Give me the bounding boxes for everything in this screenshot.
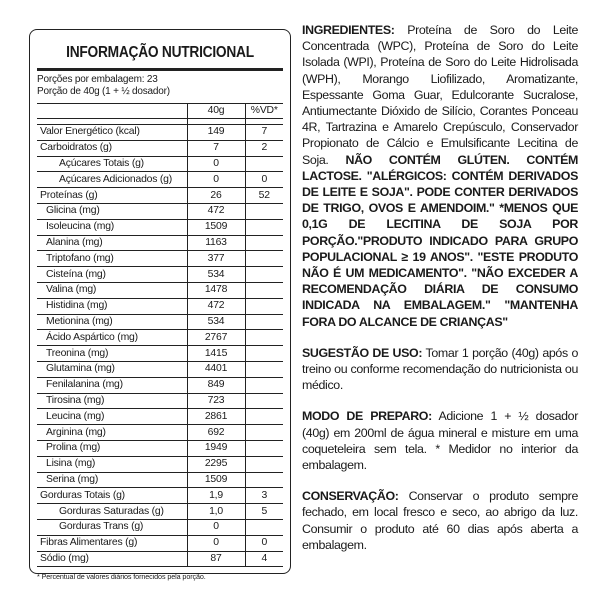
nutrient-amount: 692 — [187, 425, 245, 441]
table-row — [37, 535, 283, 551]
table-row — [37, 361, 283, 377]
nutrient-amount: 0 — [187, 519, 245, 535]
table-row — [37, 267, 283, 283]
table-row — [37, 140, 283, 156]
nutrition-table — [37, 103, 283, 567]
table-row — [37, 125, 283, 141]
nutrition-title: INFORMAÇÃO NUTRICIONAL — [66, 44, 254, 61]
table-row — [37, 504, 283, 520]
nutrient-amount: 7 — [187, 140, 245, 156]
ingredients-text: Proteína de Soro do Leite Concentrada (WPC), Proteína de Soro do Leite Isolada (WPI), Proteína de Soro do Leite Hidrolisada (WPH), Morango Liofilizado, Aromatizante, Espessante Goma Guar, Edulcorante Sucralose, Antiumectante Dióxido de Silício, Corantes Ponceau 4R, Tartrazina e Amarelo Crepúsculo, Conservador Propionato de Cálcio e Emulsificante Lecitina de Soja. — [302, 23, 578, 167]
nutrient-name: Gorduras Saturadas (g) — [37, 504, 187, 520]
nutrient-name: Leucina (mg) — [37, 409, 187, 425]
portion-info — [37, 71, 283, 103]
nutrition-table-body — [37, 125, 283, 567]
nutrient-vd — [245, 298, 283, 314]
nutrient-vd — [245, 267, 283, 283]
nutrient-name: Valina (mg) — [37, 282, 187, 298]
nutrient-vd — [245, 346, 283, 362]
nutrient-name: Gorduras Totais (g) — [37, 488, 187, 504]
header-blank-cell — [37, 104, 187, 119]
nutrient-name: Treonina (mg) — [37, 346, 187, 362]
nutrition-facts-panel — [29, 29, 291, 582]
nutrient-name: Gorduras Trans (g) — [37, 519, 187, 535]
nutrient-vd: 52 — [245, 188, 283, 204]
table-row — [37, 156, 283, 172]
nutrient-amount: 4401 — [187, 361, 245, 377]
nutrient-vd — [245, 456, 283, 472]
nutrient-vd — [245, 203, 283, 219]
nutrient-amount: 2861 — [187, 409, 245, 425]
ingredients-paragraph — [302, 22, 578, 330]
nutrient-vd: 2 — [245, 140, 283, 156]
nutrient-vd: 0 — [245, 172, 283, 188]
nutrient-amount: 0 — [187, 172, 245, 188]
nutrient-amount: 1,9 — [187, 488, 245, 504]
nutrient-amount: 534 — [187, 267, 245, 283]
nutrient-amount: 0 — [187, 156, 245, 172]
nutrient-vd — [245, 440, 283, 456]
nutrient-name: Glicina (mg) — [37, 203, 187, 219]
table-row — [37, 188, 283, 204]
nutrient-name: Metionina (mg) — [37, 314, 187, 330]
table-row — [37, 251, 283, 267]
table-row — [37, 203, 283, 219]
nutrient-amount: 26 — [187, 188, 245, 204]
nutrient-name: Valor Energético (kcal) — [37, 125, 187, 141]
table-row — [37, 519, 283, 535]
nutrient-vd — [245, 235, 283, 251]
nutrient-vd — [245, 361, 283, 377]
nutrient-name: Fenilalanina (mg) — [37, 377, 187, 393]
nutrient-amount: 1949 — [187, 440, 245, 456]
nutrient-amount: 472 — [187, 298, 245, 314]
header-vd: %VD* — [245, 104, 283, 119]
nutrient-amount: 1415 — [187, 346, 245, 362]
nutrient-amount: 87 — [187, 551, 245, 567]
nutrient-vd: 0 — [245, 535, 283, 551]
header-amount: 40g — [187, 104, 245, 119]
nutrient-vd: 7 — [245, 125, 283, 141]
nutrient-amount: 2295 — [187, 456, 245, 472]
nutrient-name: Glutamina (mg) — [37, 361, 187, 377]
table-row — [37, 456, 283, 472]
nutrient-amount: 1509 — [187, 219, 245, 235]
table-row — [37, 377, 283, 393]
table-row — [37, 330, 283, 346]
preparation-label: MODO DE PREPARO: — [302, 409, 432, 424]
table-row — [37, 235, 283, 251]
nutrient-amount: 472 — [187, 203, 245, 219]
table-row — [37, 298, 283, 314]
nutrient-vd — [245, 314, 283, 330]
nutrient-vd — [245, 519, 283, 535]
nutrient-amount: 1478 — [187, 282, 245, 298]
nutrient-amount: 1163 — [187, 235, 245, 251]
nutrient-vd — [245, 330, 283, 346]
nutrient-name: Triptofano (mg) — [37, 251, 187, 267]
table-header-row — [37, 104, 283, 119]
table-row — [37, 551, 283, 567]
nutrient-vd: 5 — [245, 504, 283, 520]
table-row — [37, 409, 283, 425]
nutrient-vd — [245, 393, 283, 409]
nutrient-name: Carboidratos (g) — [37, 140, 187, 156]
nutrient-amount: 0 — [187, 535, 245, 551]
nutrient-name: Açúcares Totais (g) — [37, 156, 187, 172]
nutrient-vd — [245, 251, 283, 267]
nutrient-vd: 4 — [245, 551, 283, 567]
suggestion-text: Tomar 1 porção (40g) após o treino ou conforme recomendação do nutricionista ou médico. — [302, 345, 578, 393]
nutrient-name: Serina (mg) — [37, 472, 187, 488]
nutrient-amount: 849 — [187, 377, 245, 393]
nutrient-name: Sódio (mg) — [37, 551, 187, 567]
table-row — [37, 314, 283, 330]
suggestion-paragraph — [302, 345, 578, 394]
table-row — [37, 346, 283, 362]
table-row — [37, 472, 283, 488]
preparation-text: Adicione 1 + ½ dosador (40g) em 200ml de água mineral e misture em uma coqueteleira sem tela. * Medidor no interior da embalagem. — [302, 409, 578, 473]
nutrient-amount: 723 — [187, 393, 245, 409]
portion-size: Porção de 40g (1 + ½ dosador) — [37, 85, 170, 97]
nutrient-name: Proteínas (g) — [37, 188, 187, 204]
nutrient-vd — [245, 472, 283, 488]
conservation-label: CONSERVAÇÃO: — [302, 489, 399, 504]
table-row — [37, 219, 283, 235]
nutrient-amount: 1,0 — [187, 504, 245, 520]
nutrient-name: Prolina (mg) — [37, 440, 187, 456]
table-row — [37, 425, 283, 441]
table-row — [37, 488, 283, 504]
nutrient-amount: 2767 — [187, 330, 245, 346]
ingredients-label: INGREDIENTES: — [302, 23, 395, 37]
nutrient-vd — [245, 156, 283, 172]
conservation-text: Conservar o produto sempre fechado, em local fresco e seco, ao abrigo da luz. Consumir o produto até 60 dias após aberta a embalagem. — [302, 489, 578, 552]
table-row — [37, 393, 283, 409]
nutrient-name: Açúcares Adicionados (g) — [37, 172, 187, 188]
nutrient-vd: 3 — [245, 488, 283, 504]
portions-per-package: Porções por embalagem: 23 — [37, 74, 158, 85]
nutrient-amount: 377 — [187, 251, 245, 267]
nutrient-name: Tirosina (mg) — [37, 393, 187, 409]
nutrient-name: Arginina (mg) — [37, 425, 187, 441]
nutrient-vd — [245, 377, 283, 393]
nutrient-name: Lisina (mg) — [37, 456, 187, 472]
nutrient-name: Histidina (mg) — [37, 298, 187, 314]
nutrient-amount: 534 — [187, 314, 245, 330]
footnote: * Percentual de valores diários fornecidos pela porção. — [37, 572, 206, 582]
nutrient-vd — [245, 219, 283, 235]
nutrient-vd — [245, 409, 283, 425]
nutrient-vd — [245, 425, 283, 441]
table-row — [37, 282, 283, 298]
nutrient-name: Fibras Alimentares (g) — [37, 535, 187, 551]
preparation-paragraph — [302, 408, 578, 473]
suggestion-label: SUGESTÃO DE USO: — [302, 345, 423, 360]
nutrient-amount: 1509 — [187, 472, 245, 488]
allergen-warnings: NÃO CONTÉM GLÚTEN. CONTÉM LACTOSE. "ALÉRGICOS: CONTÉM DERIVADOS DE LEITE E SOJA". PODE CONTER DERIVADOS DE TRIGO, OVOS E AMENDOIM." *MENOS QUE 0,1G DE LECITINA DE SOJA POR PORÇÃO."PRODUTO INDICADO PARA GRUPO POPULACIONAL ≥ 19 ANOS". "ESTE PRODUTO NÃO É UM MEDICAMENTO". "NÃO EXCEDER A RECOMENDAÇÃO DIÁRIA DE CONSUMO INDICADA NA EMBALAGEM." "MANTENHA FORA DO ALCANCE DE CRIANÇAS" — [302, 152, 578, 329]
nutrient-name: Cisteína (mg) — [37, 267, 187, 283]
table-row — [37, 172, 283, 188]
nutrient-amount: 149 — [187, 125, 245, 141]
nutrient-name: Ácido Aspártico (mg) — [37, 330, 187, 346]
table-row — [37, 440, 283, 456]
nutrient-vd — [245, 282, 283, 298]
label-text-column — [302, 22, 578, 568]
nutrient-name: Isoleucina (mg) — [37, 219, 187, 235]
nutrient-name: Alanina (mg) — [37, 235, 187, 251]
conservation-paragraph — [302, 488, 578, 553]
